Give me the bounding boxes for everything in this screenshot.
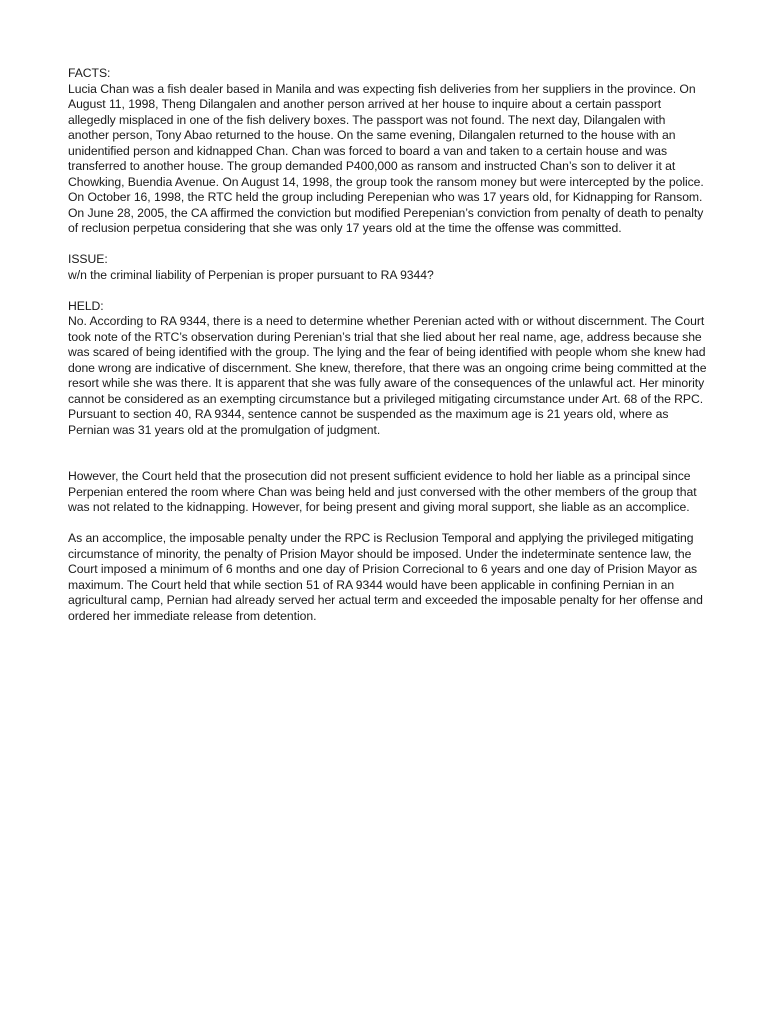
facts-section bbox=[68, 66, 708, 237]
document-page bbox=[68, 66, 708, 624]
held-paragraph-2: However, the Court held that the prosecution did not present sufficient evidence to hold her liable as a principal since Perpenian entered the room where Chan was being held and just conversed with the other members of the group that was not related to the kidnapping. However, for being present and giving moral support, she liable as an accomplice. bbox=[68, 469, 697, 514]
facts-paragraph: Lucia Chan was a fish dealer based in Manila and was expecting fish deliveries from her suppliers in the province. On August 11, 1998, Theng Dilangalen and another person arrived at her house to inquire about a certain passport allegedly misplaced in one of the fish delivery boxes. The passport was not found. The next day, Dilangalen with another person, Tony Abao returned to the house. On the same evening, Dilangalen returned to the house with an unidentified person and kidnapped Chan. Chan was forced to board a van and taken to a certain house and was transferred to another house. The group demanded P400,000 as ransom and instructed Chan’s son to deliver it at Chowking, Buendia Avenue. On August 14, 1998, the group took the ransom money but were intercepted by the police. On October 16, 1998, the RTC held the group including Perepenian who was 17 years old, for Kidnapping for Ransom. On June 28, 2005, the CA affirmed the conviction but modified Perepenian’s conviction from penalty of death to penalty of reclusion perpetua considering that she was only 17 years old at the time the offense was committed. bbox=[68, 81, 704, 235]
held-paragraph-3: As an accomplice, the imposable penalty under the RPC is Reclusion Temporal and applying the privileged mitigating circumstance of minority, the penalty of Prision Mayor should be imposed. Under the indeterminate sentence law, the Court imposed a minimum of 6 months and one day of Prision Correcional to 6 years and one day of Prision Mayor as maximum. The Court held that while section 51 of RA 9344 would have been applicable in confining Pernian in an agricultural camp, Pernian had already served her actual term and exceeded the imposable penalty for her offense and ordered her immediate release from detention. bbox=[68, 531, 703, 623]
issue-heading: ISSUE: bbox=[68, 252, 108, 266]
facts-heading: FACTS: bbox=[68, 66, 111, 80]
issue-section bbox=[68, 252, 708, 283]
held-heading: HELD: bbox=[68, 298, 104, 313]
held-paragraph-1: No. According to RA 9344, there is a need to determine whether Perenian acted with or without discernment. The Court took note of the RTC’s observation during Perenian’s trial that she lied about her real name, age, address because she was scared of being identified with the group. The lying and the fear of being identified with people whom she knew had done wrong are indicative of discernment. She knew, therefore, that there was an ongoing crime being committed at the resort while she was there. It is apparent that she was fully aware of the consequences of the unlawful act. Her minority cannot be considered as an exempting circumstance but a privileged mitigating circumstance under Art. 68 of the RPC. Pursuant to section 40, RA 9344, sentence cannot be suspended as the maximum age is 21 years old, where as Pernian was 31 years old at the promulgation of judgment. bbox=[68, 314, 707, 437]
held-section bbox=[68, 299, 708, 625]
issue-paragraph: w/n the criminal liability of Perpenian is proper pursuant to RA 9344? bbox=[68, 267, 434, 282]
